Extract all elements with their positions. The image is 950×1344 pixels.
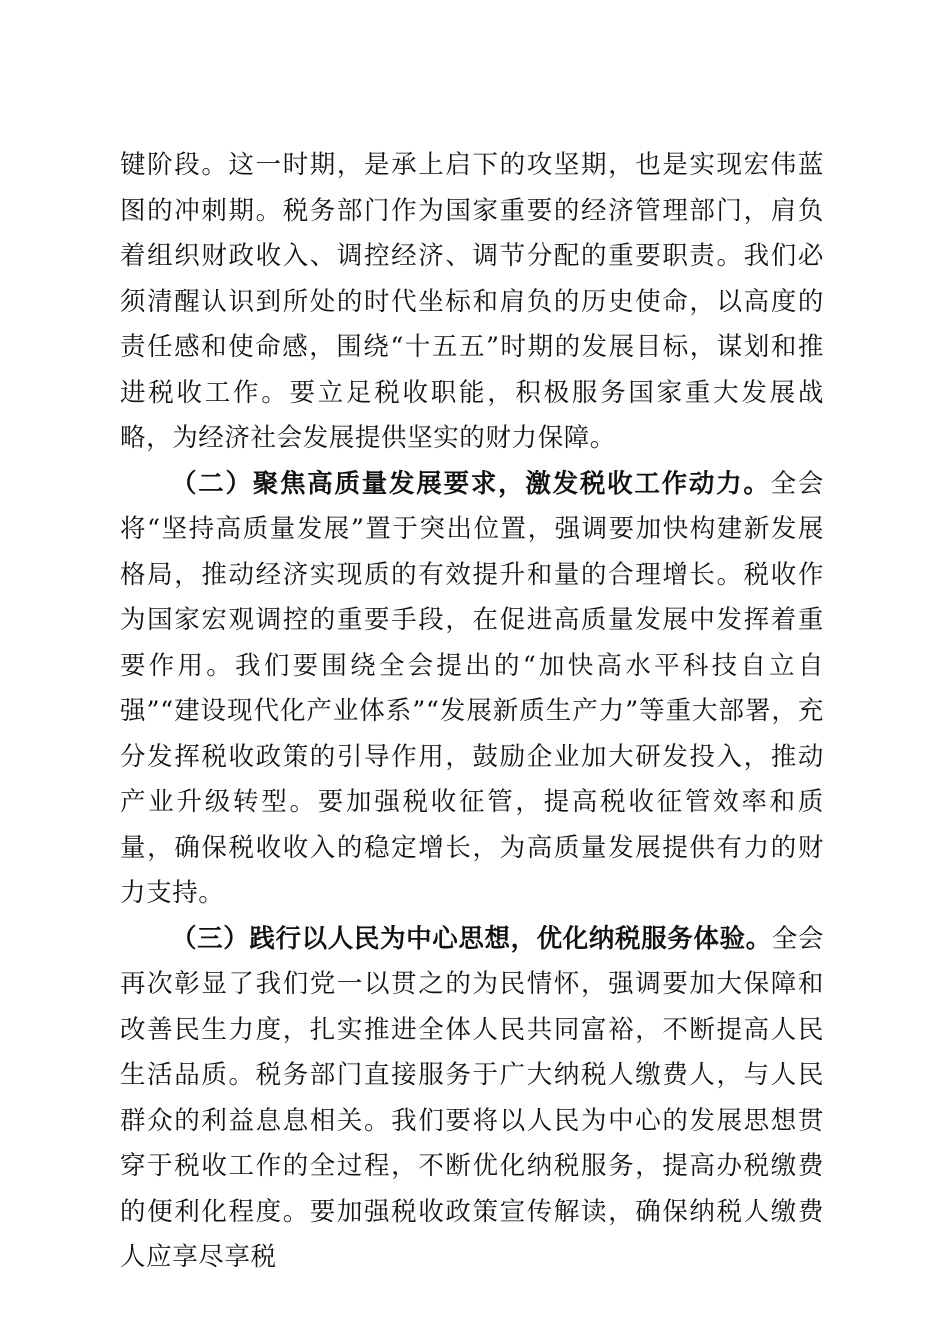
paragraph-2 (120, 462, 824, 917)
document-body (120, 143, 824, 1281)
paragraph-3 (120, 917, 824, 1281)
paragraph-2-text: 全会将“坚持高质量发展”置于突出位置，强调要加快构建新发展格局，推动经济实现质的有效提升和量的合理增长。税收作为国家宏观调控的重要手段，在促进高质量发展中发挥着重要作用。我们要围绕全会提出的“加快高水平科技自立自强”“建设现代化产业体系”“发展新质生产力”等重大部署，充分发挥税收政策的引导作用，鼓励企业加大研发投入，推动产业升级转型。要加强税收征管，提高税收征管效率和质量，确保税收收入的稳定增长，为高质量发展提供有力的财力支持。 (120, 468, 824, 908)
paragraph-3-text: 全会再次彰显了我们党一以贯之的为民情怀，强调要加大保障和改善民生力度，扎实推进全体人民共同富裕，不断提高人民生活品质。税务部门直接服务于广大纳税人缴费人，与人民群众的利益息息相关。我们要将以人民为中心的发展思想贯穿于税收工作的全过程，不断优化纳税服务，提高办税缴费的便利化程度。要加强税收政策宣传解读，确保纳税人缴费人应享尽享税 (120, 923, 824, 1272)
paragraph-2-heading: （二）聚焦高质量发展要求，激发税收工作动力。 (171, 468, 771, 499)
paragraph-1 (120, 143, 824, 462)
paragraph-3-heading: （三）践行以人民为中心思想，优化纳税服务体验。 (171, 923, 772, 954)
paragraph-1-text: 键阶段。这一时期，是承上启下的攻坚期，也是实现宏伟蓝图的冲刺期。税务部门作为国家重要的经济管理部门，肩负着组织财政收入、调控经济、调节分配的重要职责。我们必须清醒认识到所处的时代坐标和肩负的历史使命，以高度的责任感和使命感，围绕“十五五”时期的发展目标，谋划和推进税收工作。要立足税收职能，积极服务国家重大发展战略，为经济社会发展提供坚实的财力保障。 (120, 150, 824, 453)
